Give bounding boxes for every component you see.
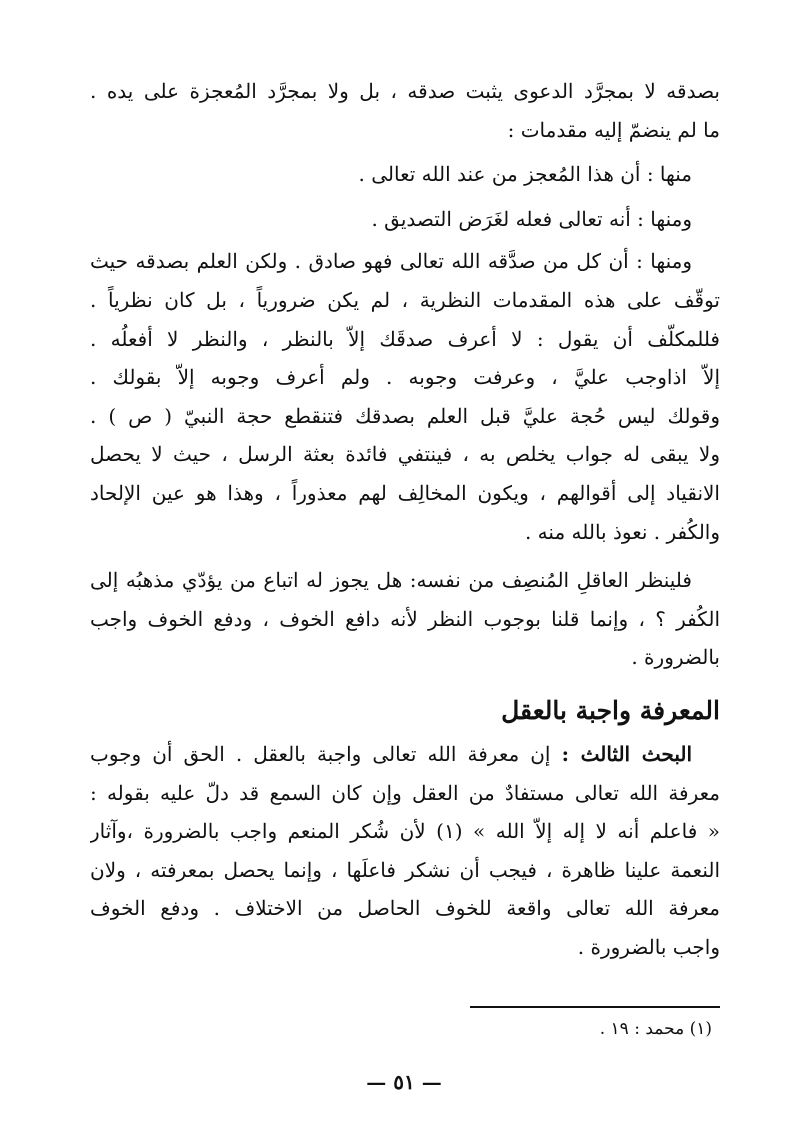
text-line: ومنها : أنه تعالى فعله لغَرَض التصديق . [371,206,692,231]
text-line: الانقياد إلى أقوالهم ، ويكون المخالِف لهم معذوراً ، وهذا هو عين الإلحاد [90,480,720,505]
text-line: بصدقه لا بمجرَّد الدعوى يثبت صدقه ، بل ولا بمجرَّد المُعجزة على يده . [90,79,720,103]
text-line: « فاعلم أنه لا إله إلاّ الله » (١) لأن شُكر المنعم واجب بالضرورة ،وآثار [90,819,720,844]
text-line: إلاّ اذاوجب عليَّ ، وعرفت وجوبه . ولم أعرف وجوبه إلاّ بقولك . [90,365,720,390]
text-line: توقّف على هذه المقدمات النظرية ، لم يكن ضرورياً ، بل كان نظرياً . [90,287,720,312]
text-line: منها : أن هذا المُعجز من عند الله تعالى . [358,162,692,187]
text-line [90,735,720,774]
text-line: ولا يبقى له جواب يخلص به ، فينتفي فائدة بعثة الرسل ، حيث لا يحصل [90,442,720,467]
paragraph-1 [90,72,720,149]
footnote-divider [470,1006,720,1008]
text-line: النعمة علينا ظاهرة ، فيجب أن نشكر فاعلَها ، وإنما يحصل بمعرفته ، ولان [90,857,720,882]
text-line: الكُفر ؟ ، وإنما قلنا بوجوب النظر لأنه دافع الخوف ، ودفع الخوف واجب [90,606,720,631]
text-line: واجب بالضرورة . [577,934,720,959]
text-line: معرفة الله تعالى واقعة للخوف الحاصل من الاختلاف . ودفع الخوف [90,896,720,921]
text-line: معرفة الله تعالى مستفادٌ من العقل وإن كان السمع قد دلّ عليه بقوله : [90,780,720,805]
section-lead: البحث الثالث : [561,741,693,766]
paragraph-2 [90,155,720,194]
section-first-line: إن معرفة الله تعالى واجبة بالعقل . الحق أن وجوب [90,741,551,766]
paragraph-5 [90,561,720,677]
text-line: فلينظر العاقلِ المُنصِف من نفسه: هل يجوز له اتباع من يؤدّي مذهبُه إلى [90,568,692,593]
text-line: وقولك ليس حُجة عليَّ قبل العلم بصدقك فتنقطع حجة النبيّ ( ص ) . [90,403,720,428]
section-body [90,735,720,967]
text-line: ومنها : أن كل من صدَّقه الله تعالى فهو صادق . ولكن العلم بصدقه حيث [90,249,692,274]
paragraph-4 [90,242,720,551]
text-line: بالضرورة . [631,645,720,670]
text-line: فللمكلّف أن يقول : لا أعرف صدقَك إلاّ بالنظر ، والنظر لا أفعلُه . [90,326,720,351]
section-heading: المعرفة واجبة بالعقل [501,695,720,725]
footnote: (١) محمد : ١٩ . [599,1019,712,1039]
paragraph-3 [90,200,720,239]
page-number: — ٥١ — [366,1070,442,1094]
text-line: والكُفر . نعوذ بالله منه . [524,519,720,544]
text-line: ما لم ينضمّ إليه مقدمات : [507,117,720,142]
